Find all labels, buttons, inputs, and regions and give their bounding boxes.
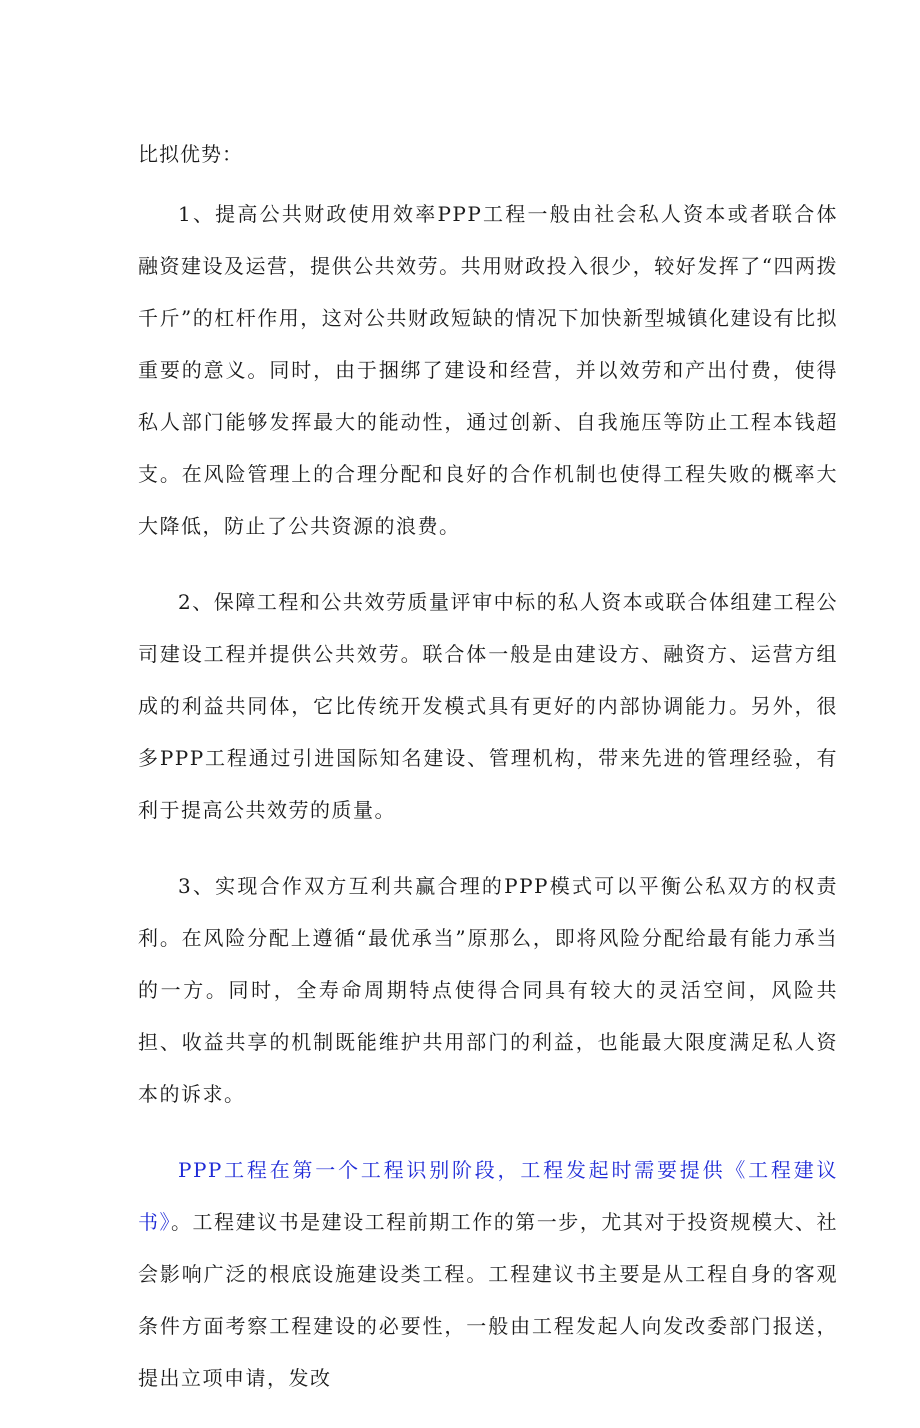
paragraph-project-proposal-body: 。工程建议书是建设工程前期工作的第一步，尤其对于投资规模大、社会影响广泛的根底设施建设类工程。工程建议书主要是从工程自身的客观条件方面考察工程建设的必要性，一般由工程发起人向发改委部门报送，提出立项申请，发改 bbox=[138, 1210, 838, 1390]
section-heading: 比拟优势： bbox=[138, 142, 243, 166]
project-proposal-link[interactable]: PPP工程在第一个工程识别阶段，工程发起时需要提供《工程建议书》 bbox=[138, 1158, 838, 1234]
paragraph-advantage-1: 1、提高公共财政使用效率PPP工程一般由社会私人资本或者联合体融资建设及运营，提供公共效劳。共用财政投入很少，较好发挥了“四两拨千斤”的杠杆作用，这对公共财政短缺的情况下加快新型城镇化建设有比拟重要的意义。同时，由于捆绑了建设和经营，并以效劳和产出付费，使得私人部门能够发挥最大的能动性，通过创新、自我施压等防止工程本钱超支。在风险管理上的合理分配和良好的合作机制也使得工程失败的概率大大降低，防止了公共资源的浪费。 bbox=[138, 202, 838, 538]
document-page bbox=[138, 128, 838, 1428]
paragraph-project-proposal bbox=[138, 1144, 838, 1404]
paragraph-advantage-2: 2、保障工程和公共效劳质量评审中标的私人资本或联合体组建工程公司建设工程并提供公共效劳。联合体一般是由建设方、融资方、运营方组成的利益共同体，它比传统开发模式具有更好的内部协调能力。另外，很多PPP工程通过引进国际知名建设、管理机构，带来先进的管理经验，有利于提高公共效劳的质量。 bbox=[138, 590, 838, 822]
paragraph-advantage-3: 3、实现合作双方互利共赢合理的PPP模式可以平衡公私双方的权责利。在风险分配上遵循“最优承当”原那么，即将风险分配给最有能力承当的一方。同时，全寿命周期特点使得合同具有较大的灵活空间，风险共担、收益共享的机制既能维护共用部门的利益，也能最大限度满足私人资本的诉求。 bbox=[138, 874, 838, 1106]
